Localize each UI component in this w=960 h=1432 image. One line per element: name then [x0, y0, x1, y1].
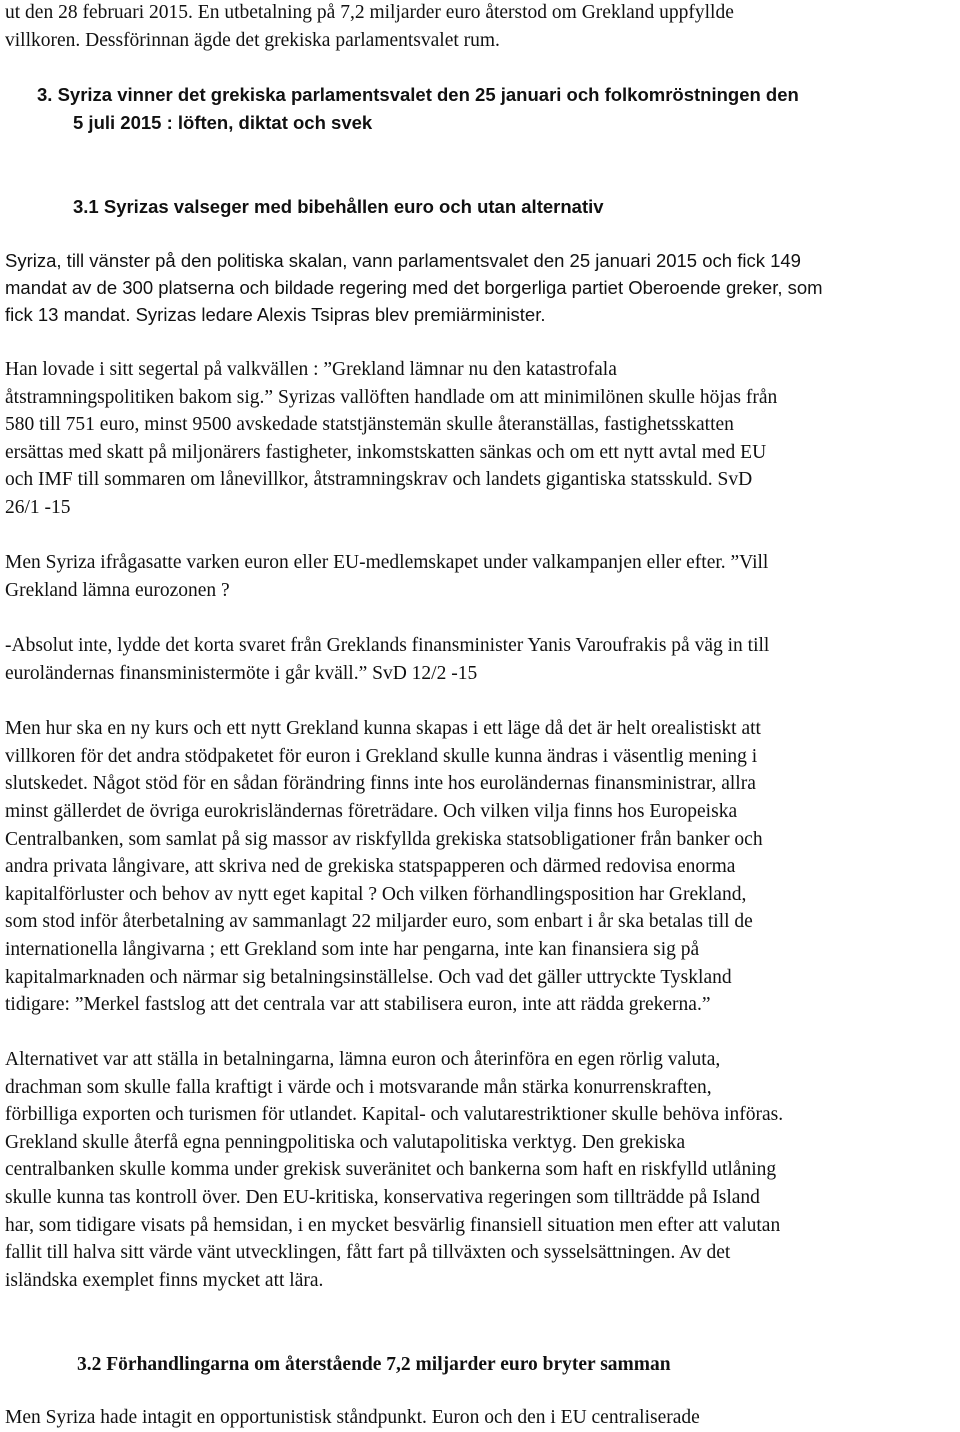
- text-line: villkoren. Dessförinnan ägde det grekiska parlamentsvalet rum.: [5, 30, 500, 51]
- text-line: minst gällerdet de övriga eurokrisländernas företrädare. Och vilken vilja finns hos Europeiska: [5, 801, 738, 822]
- text-line: ersättas med skatt på miljonärers fastigheter, inkomstskatten sänkas och om ett nytt avtal med EU: [5, 442, 767, 463]
- text-line: fallit till halva sitt värde vänt utvecklingen, fått fart på tillväxten och sysselsättningen. Av det: [5, 1242, 731, 1263]
- text-line: fick 13 mandat. Syrizas ledare Alexis Tsipras blev premiärminister.: [5, 304, 546, 325]
- text-line: euroländernas finansministermöte i går kväll.” SvD 12/2 -15: [5, 663, 478, 684]
- text-line: isländska exemplet finns mycket att lära.: [5, 1270, 324, 1291]
- text-line: åtstramningspolitiken bakom sig.” Syrizas vallöften handlade om att minimilönen skulle höjas från: [5, 387, 778, 408]
- section-heading: 3. Syriza vinner det grekiska parlamentsvalet den 25 januari och folkomröstningen den: [37, 84, 799, 105]
- text-line: Grekland skulle återfå egna penningpolitiska och valutapolitiska verktyg. Den grekiska: [5, 1132, 686, 1153]
- text-line: drachman som skulle falla kraftigt i värde och i motsvarande mån stärka konurrenskraften,: [5, 1077, 712, 1098]
- text-line: som stod inför återbetalning av sammanlagt 22 miljarder euro, som enbart i år ska betalas till de: [5, 911, 753, 932]
- text-line: Men Syriza ifrågasatte varken euron eller EU-medlemskapet under valkampanjen eller efter. ”Vill: [5, 552, 769, 573]
- text-line: förbilliga exporten och turismen för utlandet. Kapital- och valutarestriktioner skulle behöva införas.: [5, 1104, 784, 1125]
- text-line: centralbanken skulle komma under grekisk suveränitet och bankerna som haft en riskfylld utlåning: [5, 1159, 777, 1180]
- text-line: mandat av de 300 platserna och bildade regering med det borgerliga partiet Oberoende greker, som: [5, 277, 823, 298]
- section-heading: 5 juli 2015 : löften, diktat och svek: [73, 112, 373, 133]
- text-line: Centralbanken, som samlat på sig massor av riskfyllda grekiska statsobligationer från banker och: [5, 829, 763, 850]
- text-line: 580 till 751 euro, minst 9500 avskedade statstjänstemän skulle återanställas, fastighetsskatten: [5, 414, 734, 435]
- text-line: Grekland lämna eurozonen ?: [5, 580, 230, 601]
- text-line: Men Syriza hade intagit en opportunistisk ståndpunkt. Euron och den i EU centraliserade: [5, 1407, 700, 1428]
- text-line: 26/1 -15: [5, 497, 71, 518]
- text-line: har, som tidigare visats på hemsidan, i en mycket besvärlig finansiell situation men efter att valutan: [5, 1215, 781, 1236]
- text-line: andra privata långivare, att skriva ned de grekiska statspapperen och därmed redovisa enorma: [5, 856, 736, 877]
- text-line: slutskedet. Något stöd för en sådan förändring finns inte hos euroländernas finansministrar, allra: [5, 773, 756, 794]
- text-line: internationella långivarna ; ett Grekland som inte har pengarna, inte kan finansiera sig på: [5, 939, 700, 960]
- subsection-heading: 3.2 Förhandlingarna om återstående 7,2 miljarder euro bryter samman: [77, 1354, 671, 1375]
- text-line: och IMF till sommaren om lånevillkor, åtstramningskrav och landets gigantiska statsskuld. SvD: [5, 469, 753, 490]
- text-line: -Absolut inte, lydde det korta svaret från Greklands finansminister Yanis Varoufrakis på väg in till: [5, 635, 770, 656]
- text-line: kapitalmarknaden och närmar sig betalningsinställelse. Och vad det gäller uttryckte Tyskland: [5, 967, 732, 988]
- text-line: tidigare: ”Merkel fastslog att det centrala var att stabilisera euron, inte att rädda grekerna.”: [5, 994, 711, 1015]
- subsection-heading: 3.1 Syrizas valseger med bibehållen euro och utan alternativ: [73, 196, 604, 217]
- text-line: kapitalförluster och behov av nytt eget kapital ? Och vilken förhandlingsposition har Grekland,: [5, 884, 747, 905]
- text-line: Syriza, till vänster på den politiska skalan, vann parlamentsvalet den 25 januari 2015 och fick 149: [5, 250, 801, 271]
- text-line: Men hur ska en ny kurs och ett nytt Grekland kunna skapas i ett läge då det är helt orealistiskt att: [5, 718, 761, 739]
- text-line: Han lovade i sitt segertal på valkvällen : ”Grekland lämnar nu den katastrofala: [5, 359, 617, 380]
- text-line: skulle kunna tas kontroll över. Den EU-kritiska, konservativa regeringen som tillträdde på Island: [5, 1187, 760, 1208]
- text-line: ut den 28 februari 2015. En utbetalning på 7,2 miljarder euro återstod om Grekland uppfyllde: [5, 2, 734, 23]
- text-line: villkoren för det andra stödpaketet för euron i Grekland skulle kunna ändras i väsentlig mening i: [5, 746, 758, 767]
- text-line: Alternativet var att ställa in betalningarna, lämna euron och återinföra en egen rörlig valuta,: [5, 1049, 721, 1070]
